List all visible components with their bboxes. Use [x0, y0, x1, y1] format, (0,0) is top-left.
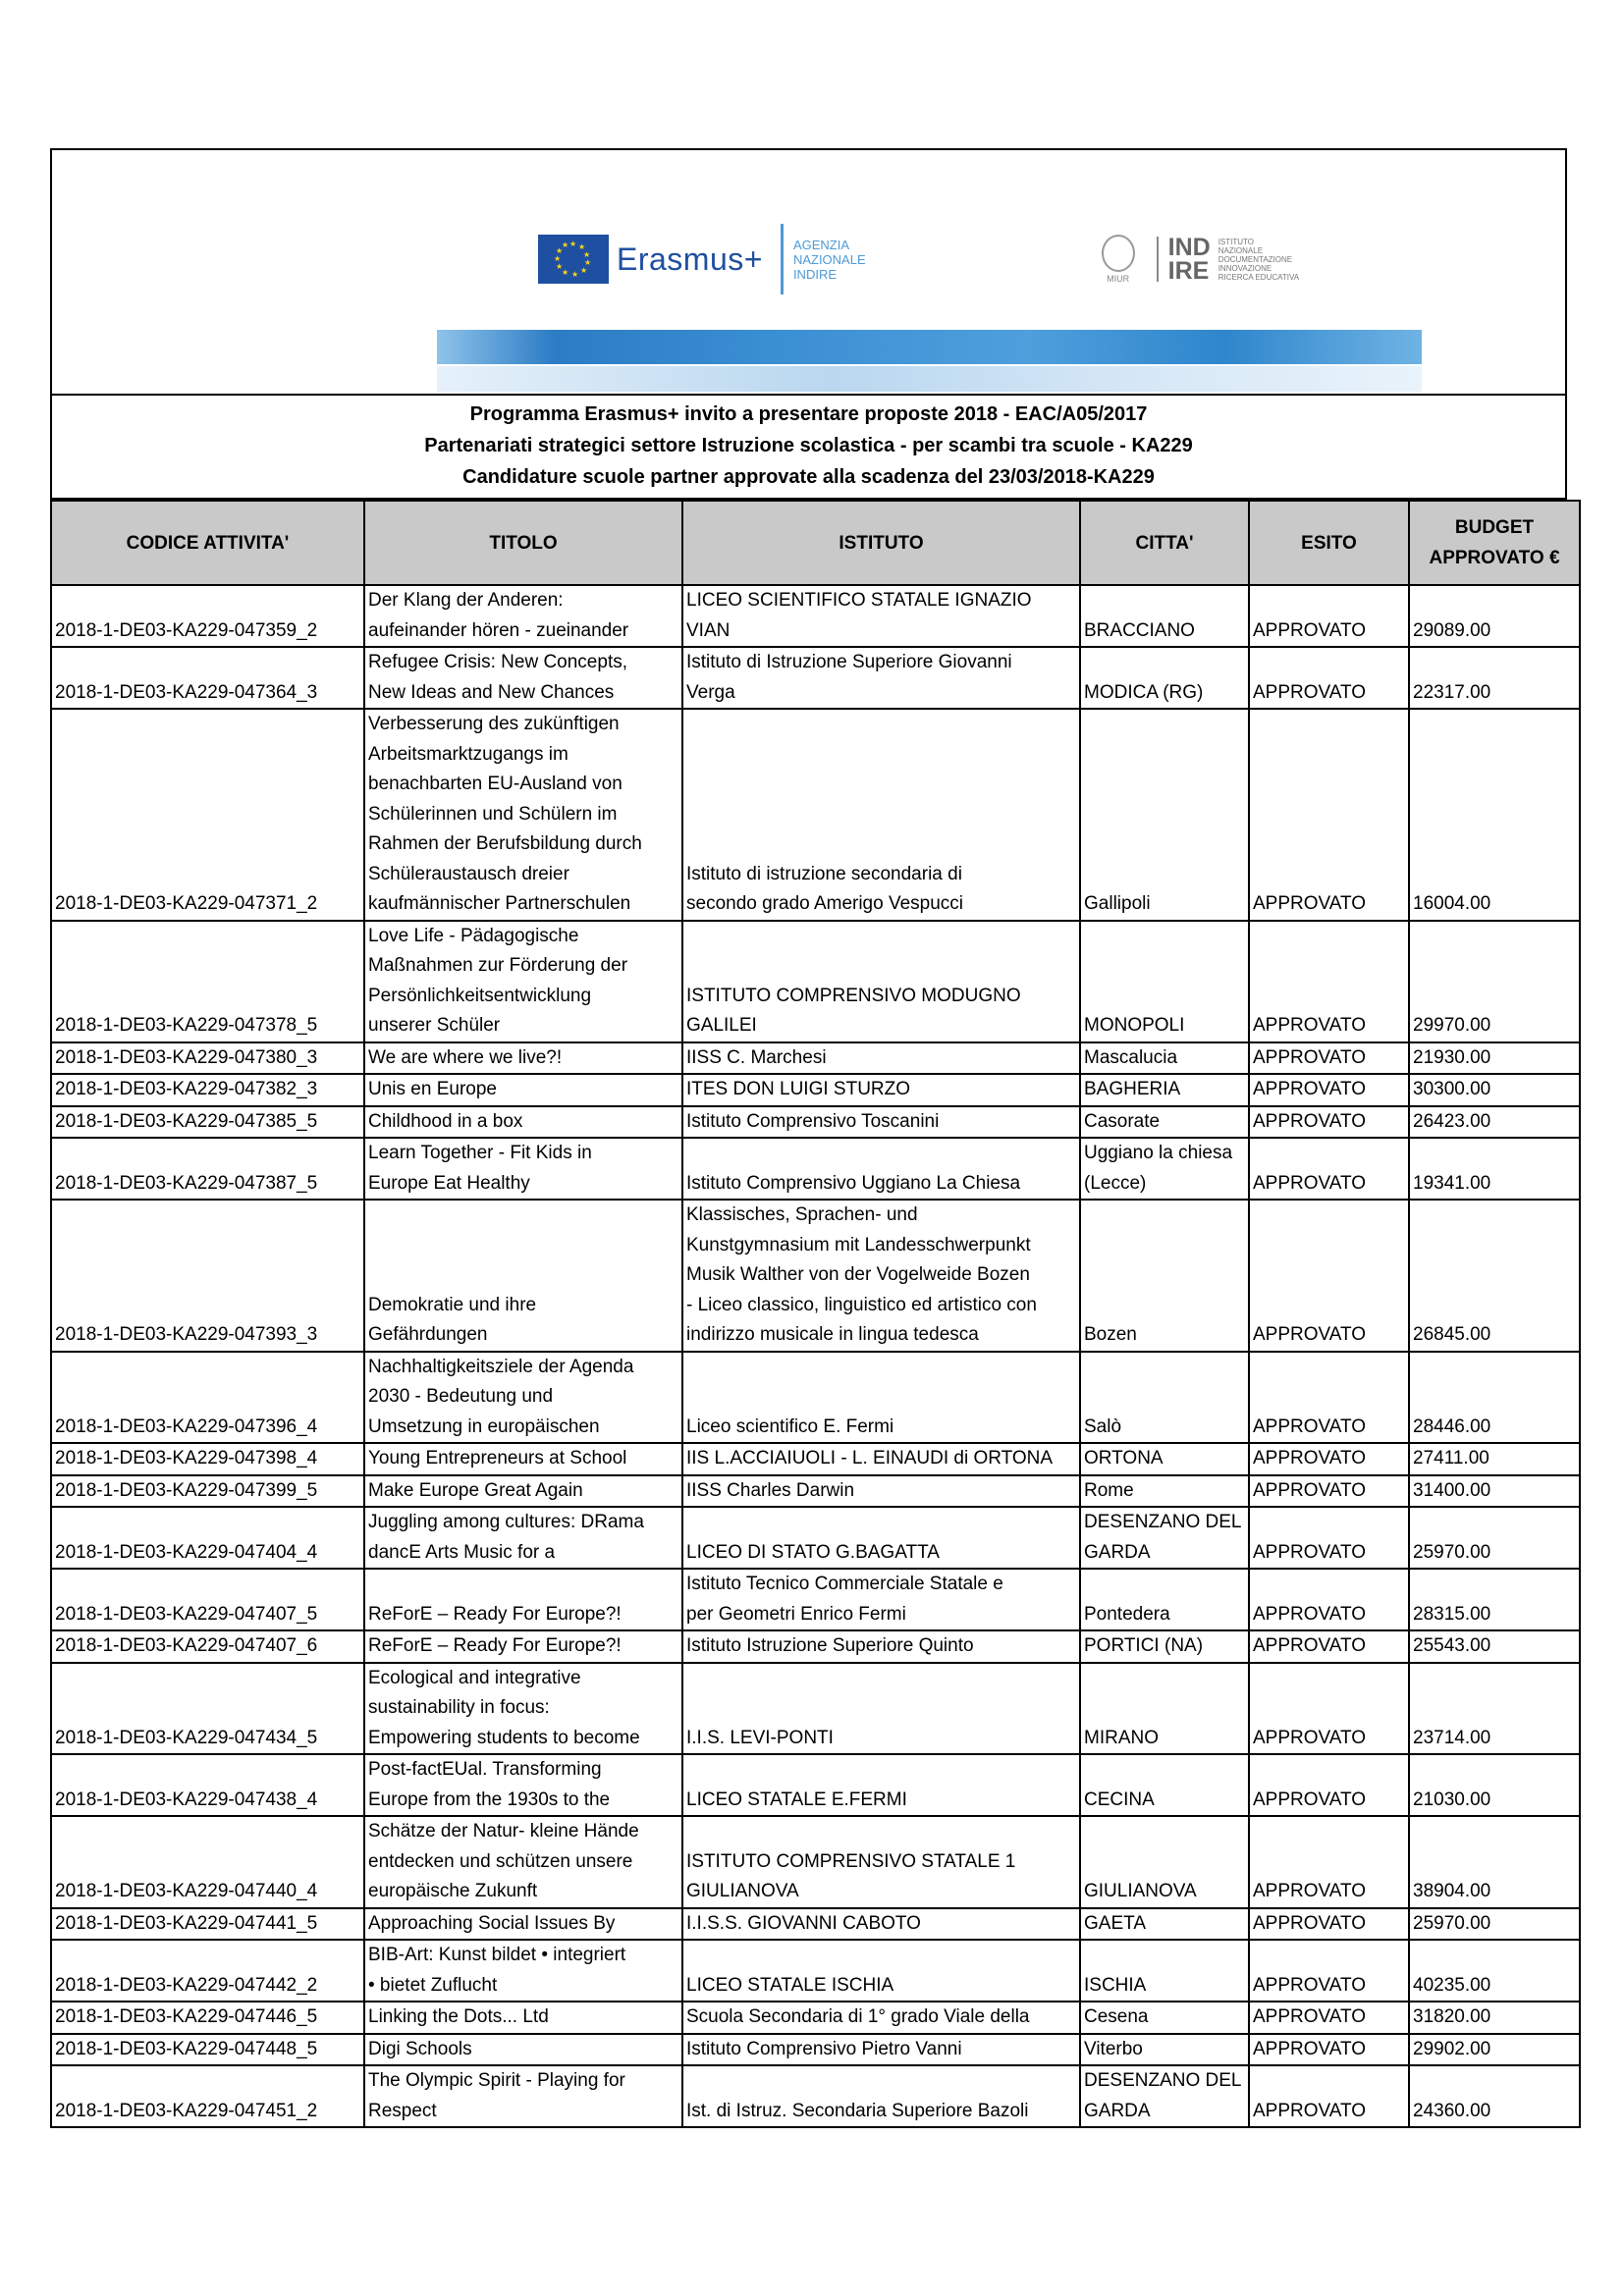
cell-code: 2018-1-DE03-KA229-047359_2	[51, 585, 364, 647]
cell-institute: LICEO STATALE E.FERMI	[682, 1754, 1080, 1816]
cell-budget: 27411.00	[1409, 1443, 1580, 1475]
cell-institute: Istituto di istruzione secondaria di secondo grado Amerigo Vespucci	[682, 709, 1080, 921]
cell-title: BIB-Art: Kunst bildet • integriert • bietet Zuflucht	[364, 1940, 682, 2002]
cell-title: Verbesserung des zukünftigen Arbeitsmarktzugangs im benachbarten EU-Ausland von Schülerinnen und Schülern im Rahmen der Berufsbildung durch Schüleraustausch dreier kaufmännischer Partnerschulen	[364, 709, 682, 921]
cell-code: 2018-1-DE03-KA229-047364_3	[51, 647, 364, 709]
cell-budget: 26423.00	[1409, 1106, 1580, 1139]
cell-city: BAGHERIA	[1080, 1074, 1249, 1106]
cell-outcome: APPROVATO	[1249, 1816, 1409, 1908]
cell-outcome: APPROVATO	[1249, 709, 1409, 921]
erasmus-logo-text: Erasmus+	[617, 240, 763, 277]
cell-title: Digi Schools	[364, 2034, 682, 2066]
decorative-stripe	[437, 330, 1422, 364]
cell-outcome: APPROVATO	[1249, 585, 1409, 647]
cell-outcome: APPROVATO	[1249, 1352, 1409, 1444]
cell-budget: 31820.00	[1409, 2002, 1580, 2034]
cell-outcome: APPROVATO	[1249, 921, 1409, 1042]
cell-title: Young Entrepreneurs at School	[364, 1443, 682, 1475]
cell-outcome: APPROVATO	[1249, 2034, 1409, 2066]
cell-city: Uggiano la chiesa (Lecce)	[1080, 1138, 1249, 1200]
table-row	[51, 1569, 1580, 1630]
cell-code: 2018-1-DE03-KA229-047407_5	[51, 1569, 364, 1630]
table-row	[51, 647, 1580, 709]
table-row	[51, 1663, 1580, 1755]
cell-budget: 24360.00	[1409, 2065, 1580, 2127]
table-row	[51, 1816, 1580, 1908]
cell-outcome: APPROVATO	[1249, 1940, 1409, 2002]
cell-title: Love Life - Pädagogische Maßnahmen zur Förderung der Persönlichkeitsentwicklung unserer Schüler	[364, 921, 682, 1042]
cell-code: 2018-1-DE03-KA229-047404_4	[51, 1507, 364, 1569]
cell-budget: 28446.00	[1409, 1352, 1580, 1444]
column-header-code: CODICE ATTIVITA'	[51, 501, 364, 585]
cell-institute: Ist. di Istruz. Secondaria Superiore Bazoli	[682, 2065, 1080, 2127]
cell-institute: I.I.S.S. GIOVANNI CABOTO	[682, 1908, 1080, 1941]
table-row	[51, 585, 1580, 647]
cell-title: Learn Together - Fit Kids in Europe Eat Healthy	[364, 1138, 682, 1200]
cell-institute: Scuola Secondaria di 1° grado Viale della	[682, 2002, 1080, 2034]
title-line-3: Candidature scuole partner approvate alla scadenza del 23/03/2018-KA229	[462, 466, 1155, 488]
table-row	[51, 1908, 1580, 1941]
cell-budget: 25970.00	[1409, 1507, 1580, 1569]
cell-outcome: APPROVATO	[1249, 1908, 1409, 1941]
cell-code: 2018-1-DE03-KA229-047380_3	[51, 1042, 364, 1075]
cell-budget: 23714.00	[1409, 1663, 1580, 1755]
cell-code: 2018-1-DE03-KA229-047385_5	[51, 1106, 364, 1139]
cell-title: Ecological and integrative sustainability in focus: Empowering students to become	[364, 1663, 682, 1755]
cell-city: MODICA (RG)	[1080, 647, 1249, 709]
table-row	[51, 1940, 1580, 2002]
cell-budget: 21930.00	[1409, 1042, 1580, 1075]
eu-flag-icon: ★ ★ ★ ★ ★ ★ ★ ★ ★ ★ ★	[538, 235, 609, 284]
decorative-stripe-light	[437, 366, 1422, 392]
table-row	[51, 2034, 1580, 2066]
cell-institute: Istituto Comprensivo Pietro Vanni	[682, 2034, 1080, 2066]
cell-city: Gallipoli	[1080, 709, 1249, 921]
cell-code: 2018-1-DE03-KA229-047434_5	[51, 1663, 364, 1755]
cell-city: Viterbo	[1080, 2034, 1249, 2066]
cell-title: We are where we live?!	[364, 1042, 682, 1075]
cell-budget: 26845.00	[1409, 1200, 1580, 1352]
cell-institute: IISS Charles Darwin	[682, 1475, 1080, 1508]
cell-city: BRACCIANO	[1080, 585, 1249, 647]
cell-institute: IIS L.ACCIAIUOLI - L. EINAUDI di ORTONA	[682, 1443, 1080, 1475]
cell-institute: ITES DON LUIGI STURZO	[682, 1074, 1080, 1106]
cell-city: PORTICI (NA)	[1080, 1630, 1249, 1663]
cell-title: Childhood in a box	[364, 1106, 682, 1139]
table-row	[51, 1074, 1580, 1106]
title-line-2: Partenariati strategici settore Istruzione scolastica - per scambi tra scuole - KA229	[424, 435, 1193, 456]
cell-budget: 21030.00	[1409, 1754, 1580, 1816]
cell-institute: I.I.S. LEVI-PONTI	[682, 1663, 1080, 1755]
cell-code: 2018-1-DE03-KA229-047440_4	[51, 1816, 364, 1908]
cell-outcome: APPROVATO	[1249, 647, 1409, 709]
cell-code: 2018-1-DE03-KA229-047393_3	[51, 1200, 364, 1352]
cell-city: ORTONA	[1080, 1443, 1249, 1475]
table-row	[51, 2002, 1580, 2034]
cell-city: Bozen	[1080, 1200, 1249, 1352]
cell-title: Der Klang der Anderen: aufeinander hören - zueinander	[364, 585, 682, 647]
column-header-institute: ISTITUTO	[682, 501, 1080, 585]
cell-outcome: APPROVATO	[1249, 1663, 1409, 1755]
document-sheet	[50, 148, 1567, 2128]
column-header-outcome: ESITO	[1249, 501, 1409, 585]
cell-institute: ISTITUTO COMPRENSIVO STATALE 1 GIULIANOVA	[682, 1816, 1080, 1908]
cell-code: 2018-1-DE03-KA229-047407_6	[51, 1630, 364, 1663]
cell-institute: IISS C. Marchesi	[682, 1042, 1080, 1075]
cell-outcome: APPROVATO	[1249, 1754, 1409, 1816]
cell-outcome: APPROVATO	[1249, 1569, 1409, 1630]
cell-budget: 22317.00	[1409, 647, 1580, 709]
cell-institute: Istituto Comprensivo Toscanini	[682, 1106, 1080, 1139]
cell-outcome: APPROVATO	[1249, 1042, 1409, 1075]
cell-outcome: APPROVATO	[1249, 1074, 1409, 1106]
table-row	[51, 1443, 1580, 1475]
cell-budget: 16004.00	[1409, 709, 1580, 921]
cell-city: GIULIANOVA	[1080, 1816, 1249, 1908]
cell-budget: 29902.00	[1409, 2034, 1580, 2066]
cell-outcome: APPROVATO	[1249, 1443, 1409, 1475]
cell-title: Nachhaltigkeitsziele der Agenda 2030 - Bedeutung und Umsetzung in europäischen	[364, 1352, 682, 1444]
cell-budget: 29089.00	[1409, 585, 1580, 647]
cell-code: 2018-1-DE03-KA229-047451_2	[51, 2065, 364, 2127]
cell-city: MONOPOLI	[1080, 921, 1249, 1042]
header-banner	[50, 148, 1567, 394]
table-row	[51, 1352, 1580, 1444]
cell-institute: Istituto di Istruzione Superiore Giovanni Verga	[682, 647, 1080, 709]
cell-code: 2018-1-DE03-KA229-047371_2	[51, 709, 364, 921]
cell-outcome: APPROVATO	[1249, 1630, 1409, 1663]
cell-code: 2018-1-DE03-KA229-047387_5	[51, 1138, 364, 1200]
table-header-row	[51, 501, 1580, 585]
table-row	[51, 1200, 1580, 1352]
cell-institute: LICEO SCIENTIFICO STATALE IGNAZIO VIAN	[682, 585, 1080, 647]
cell-budget: 30300.00	[1409, 1074, 1580, 1106]
cell-budget: 25970.00	[1409, 1908, 1580, 1941]
title-line-1: Programma Erasmus+ invito a presentare proposte 2018 - EAC/A05/2017	[469, 403, 1148, 425]
cell-code: 2018-1-DE03-KA229-047382_3	[51, 1074, 364, 1106]
cell-city: Pontedera	[1080, 1569, 1249, 1630]
cell-code: 2018-1-DE03-KA229-047442_2	[51, 1940, 364, 2002]
cell-city: Mascalucia	[1080, 1042, 1249, 1075]
cell-institute: LICEO DI STATO G.BAGATTA	[682, 1507, 1080, 1569]
cell-code: 2018-1-DE03-KA229-047448_5	[51, 2034, 364, 2066]
document-titles	[50, 394, 1567, 500]
table-row	[51, 709, 1580, 921]
agency-divider	[781, 224, 784, 294]
cell-title: Demokratie und ihre Gefährdungen	[364, 1200, 682, 1352]
cell-budget: 19341.00	[1409, 1138, 1580, 1200]
cell-title: Linking the Dots... Ltd	[364, 2002, 682, 2034]
column-header-title: TITOLO	[364, 501, 682, 585]
cell-city: GAETA	[1080, 1908, 1249, 1941]
cell-city: Salò	[1080, 1352, 1249, 1444]
cell-title: Post-factEUal. Transforming Europe from the 1930s to the	[364, 1754, 682, 1816]
cell-institute: Istituto Comprensivo Uggiano La Chiesa	[682, 1138, 1080, 1200]
table-row	[51, 921, 1580, 1042]
cell-title: Juggling among cultures: DRama dancE Arts Music for a	[364, 1507, 682, 1569]
cell-title: ReForE – Ready For Europe?!	[364, 1569, 682, 1630]
cell-budget: 29970.00	[1409, 921, 1580, 1042]
cell-city: Rome	[1080, 1475, 1249, 1508]
cell-outcome: APPROVATO	[1249, 2065, 1409, 2127]
cell-code: 2018-1-DE03-KA229-047378_5	[51, 921, 364, 1042]
results-table	[50, 500, 1581, 2128]
cell-code: 2018-1-DE03-KA229-047438_4	[51, 1754, 364, 1816]
cell-outcome: APPROVATO	[1249, 1507, 1409, 1569]
miur-emblem-icon: MIUR	[1102, 235, 1135, 284]
table-row	[51, 1630, 1580, 1663]
cell-budget: 38904.00	[1409, 1816, 1580, 1908]
cell-budget: 31400.00	[1409, 1475, 1580, 1508]
cell-outcome: APPROVATO	[1249, 1106, 1409, 1139]
column-header-budget: BUDGET APPROVATO €	[1409, 501, 1580, 585]
cell-institute: Istituto Tecnico Commerciale Statale e per Geometri Enrico Fermi	[682, 1569, 1080, 1630]
table-row	[51, 1475, 1580, 1508]
logo-row	[538, 221, 1299, 297]
cell-budget: 28315.00	[1409, 1569, 1580, 1630]
cell-institute: Istituto Istruzione Superiore Quinto	[682, 1630, 1080, 1663]
cell-code: 2018-1-DE03-KA229-047441_5	[51, 1908, 364, 1941]
cell-city: ISCHIA	[1080, 1940, 1249, 2002]
cell-title: Refugee Crisis: New Concepts, New Ideas and New Chances	[364, 647, 682, 709]
cell-institute: ISTITUTO COMPRENSIVO MODUGNO GALILEI	[682, 921, 1080, 1042]
cell-outcome: APPROVATO	[1249, 2002, 1409, 2034]
agency-label: AGENZIA NAZIONALE INDIRE	[792, 237, 866, 282]
cell-city: Casorate	[1080, 1106, 1249, 1139]
cell-title: The Olympic Spirit - Playing for Respect	[364, 2065, 682, 2127]
cell-code: 2018-1-DE03-KA229-047396_4	[51, 1352, 364, 1444]
cell-code: 2018-1-DE03-KA229-047398_4	[51, 1443, 364, 1475]
cell-city: Cesena	[1080, 2002, 1249, 2034]
table-row	[51, 1138, 1580, 1200]
table-row	[51, 1106, 1580, 1139]
cell-city: MIRANO	[1080, 1663, 1249, 1755]
cell-code: 2018-1-DE03-KA229-047446_5	[51, 2002, 364, 2034]
cell-outcome: APPROVATO	[1249, 1138, 1409, 1200]
cell-outcome: APPROVATO	[1249, 1475, 1409, 1508]
table-row	[51, 1507, 1580, 1569]
column-header-city: CITTA'	[1080, 501, 1249, 585]
cell-title: Unis en Europe	[364, 1074, 682, 1106]
table-row	[51, 1754, 1580, 1816]
cell-title: Approaching Social Issues By	[364, 1908, 682, 1941]
table-row	[51, 2065, 1580, 2127]
cell-institute: LICEO STATALE ISCHIA	[682, 1940, 1080, 2002]
cell-city: CECINA	[1080, 1754, 1249, 1816]
cell-title: Schätze der Natur- kleine Hände entdecken und schützen unsere europäische Zukunft	[364, 1816, 682, 1908]
cell-budget: 40235.00	[1409, 1940, 1580, 2002]
cell-institute: Klassisches, Sprachen- und Kunstgymnasium mit Landesschwerpunkt Musik Walther von der Vogelweide Bozen - Liceo classico, linguistico ed artistico con indirizzo musicale in lingua tedesca	[682, 1200, 1080, 1352]
indire-logo: IND IRE ISTITUTO NAZIONALE DOCUMENTAZIONE INNOVAZIONE RICERCA EDUCATIVA	[1157, 236, 1299, 283]
cell-code: 2018-1-DE03-KA229-047399_5	[51, 1475, 364, 1508]
cell-title: ReForE – Ready For Europe?!	[364, 1630, 682, 1663]
cell-outcome: APPROVATO	[1249, 1200, 1409, 1352]
cell-institute: Liceo scientifico E. Fermi	[682, 1352, 1080, 1444]
cell-city: DESENZANO DEL GARDA	[1080, 1507, 1249, 1569]
cell-budget: 25543.00	[1409, 1630, 1580, 1663]
table-row	[51, 1042, 1580, 1075]
cell-title: Make Europe Great Again	[364, 1475, 682, 1508]
cell-city: DESENZANO DEL GARDA	[1080, 2065, 1249, 2127]
